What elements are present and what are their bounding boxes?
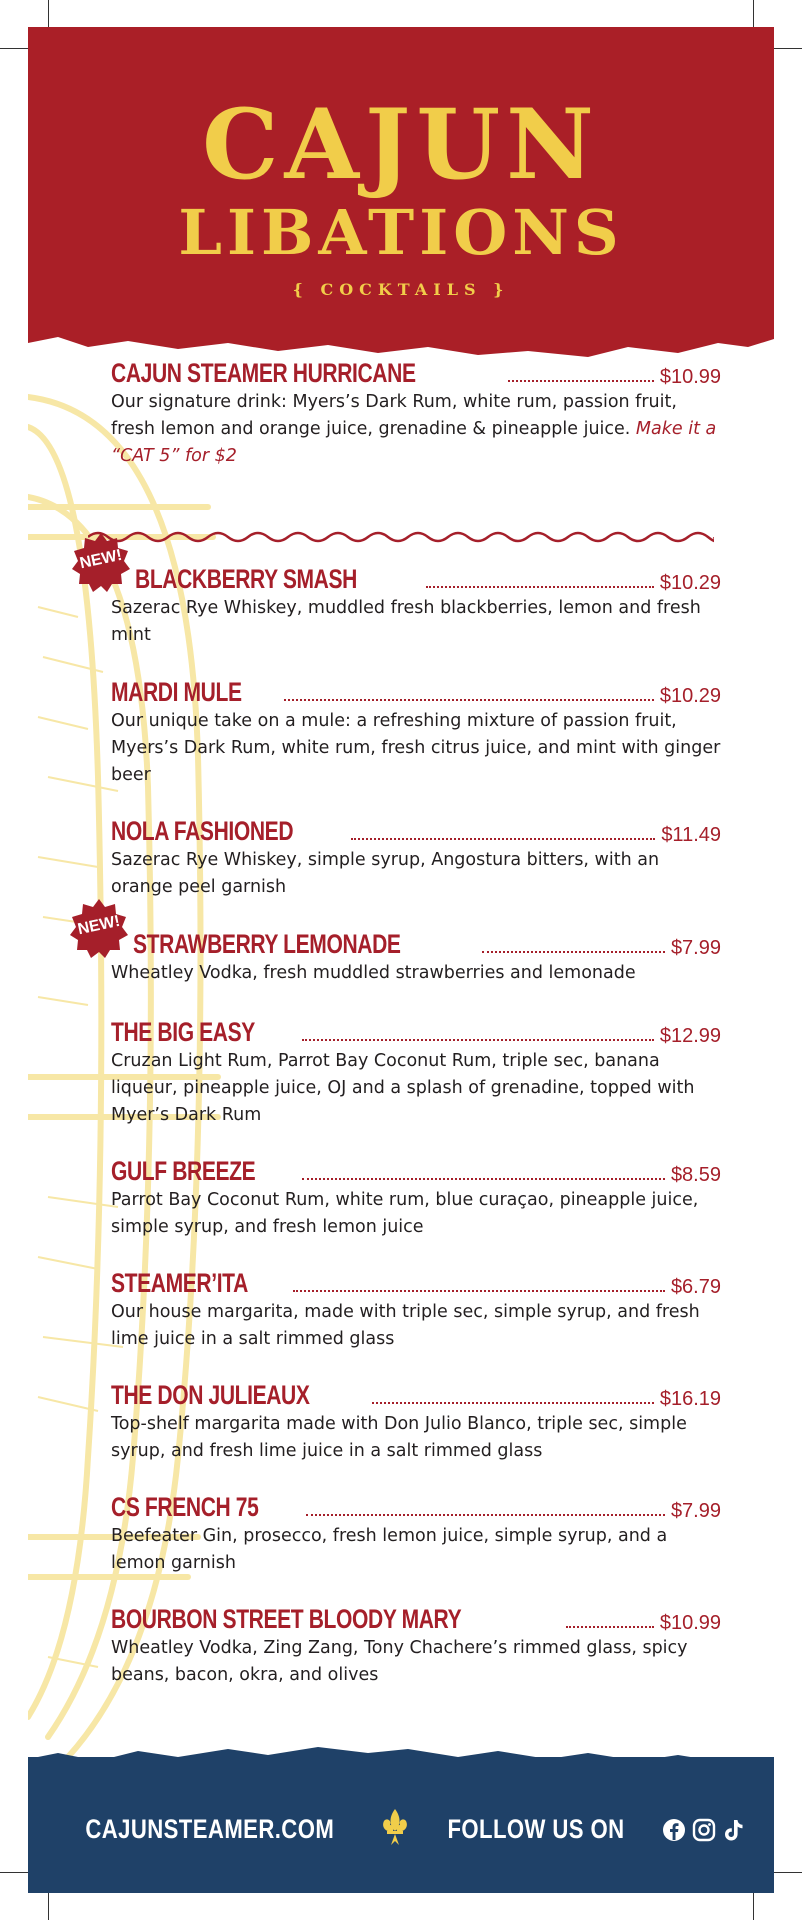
item-name: NOLA FASHIONED [111,816,294,846]
menu-item-gulf-breeze [111,1151,721,1241]
item-price: $10.99 [659,366,721,388]
item-name: BOURBON STREET BLOODY MARY [111,1604,462,1634]
leader-dots [482,950,665,953]
facebook-icon[interactable] [662,1818,686,1842]
item-price: $8.59 [670,1164,721,1186]
item-description: Parrot Bay Coconut Rum, white rum, blue curaçao, pineapple juice, simple syrup, and fresh lemon juice [111,1190,699,1237]
follow-us-label: FOLLOW US ON [447,1814,625,1844]
item-name: BLACKBERRY SMASH [135,564,357,594]
item-name: CS FRENCH 75 [111,1492,259,1522]
item-name: STRAWBERRY LEMONADE [133,929,401,959]
item-name: CAJUN STEAMER HURRICANE [111,358,416,388]
crop-mark [753,0,754,30]
crop-mark [772,48,802,49]
item-description: Wheatley Vodka, Zing Zang, Tony Chachere’s rimmed glass, spicy beans, bacon, okra, and olives [111,1638,688,1685]
item-price: $10.29 [659,572,721,594]
website-link[interactable]: CAJUNSTEAMER.COM [85,1814,335,1844]
item-description: Wheatley Vodka, fresh muddled strawberries and lemonade [111,963,636,983]
fleur-de-lis-icon [380,1807,410,1852]
item-description: Beefeater Gin, prosecco, fresh lemon juice, simple syrup, and a lemon garnish [111,1526,668,1573]
item-price: $7.99 [670,937,721,959]
footer-bar [28,1807,774,1852]
menu-item-strawberry-lemonade [111,924,721,987]
item-price: $10.29 [659,685,721,707]
item-price: $10.99 [659,1612,721,1634]
wavy-divider [88,527,714,547]
crop-mark [753,1890,754,1920]
tiktok-icon[interactable] [722,1818,744,1842]
leader-dots [426,585,654,588]
item-price: $12.99 [659,1025,721,1047]
item-description: Sazerac Rye Whiskey, muddled fresh blackberries, lemon and fresh mint [111,598,701,645]
item-description: Sazerac Rye Whiskey, simple syrup, Angostura bitters, with an orange peel garnish [111,850,660,897]
title-libations: LIBATIONS [178,196,624,269]
leader-dots [351,837,656,840]
item-price: $11.49 [661,824,721,846]
subtitle-cocktails: { COCKTAILS } [292,280,510,299]
social-icons [662,1818,744,1842]
menu-item-blackberry-smash [111,559,721,649]
item-price: $16.19 [659,1388,721,1410]
menu-item-bourbon-street-bloody-mary [111,1599,721,1689]
menu-item-cs-french-75 [111,1487,721,1577]
leader-dots [508,379,654,382]
menu-header [28,27,774,337]
item-price: $7.99 [670,1500,721,1522]
new-badge-label: NEW! [76,912,122,939]
title-cajun: CAJUN [202,88,600,201]
item-name: MARDI MULE [111,677,242,707]
instagram-icon[interactable] [692,1818,716,1842]
menu-item-nola-fashioned [111,811,721,901]
menu-item-steamerita [111,1263,721,1353]
item-price: $6.79 [670,1276,721,1298]
item-name: THE BIG EASY [111,1017,255,1047]
leader-dots [302,1177,665,1180]
crop-mark [48,0,49,30]
menu-page [28,27,774,1893]
menu-item-mardi-mule [111,672,721,789]
crop-mark [772,1872,802,1873]
leader-dots [306,1513,665,1516]
leader-dots [284,698,653,701]
cat5-upgrade: Make it a “CAT 5” for $2 [111,419,717,466]
item-description: Our unique take on a mule: a refreshing mixture of passion fruit, Myers’s Dark Rum, white rum, fresh citrus juice, and mint with ginger beer [111,711,721,785]
new-badge-label: NEW! [78,546,124,573]
menu-item-the-don-julieaux [111,1375,721,1465]
item-name: GULF BREEZE [111,1156,256,1186]
crop-mark [0,48,30,49]
item-description: Our signature drink: Myers’s Dark Rum, white rum, passion fruit, fresh lemon and orange juice, grenadine & pineapple juice. Make it a “CAT 5” for $2 [111,392,717,466]
item-name: THE DON JULIEAUX [111,1380,310,1410]
leader-dots [302,1038,654,1041]
item-name: STEAMER’ITA [111,1268,248,1298]
item-description: Cruzan Light Rum, Parrot Bay Coconut Rum, triple sec, banana liqueur, pineapple juice, OJ and a splash of grenadine, topped with Myer’s Dark Rum [111,1051,695,1125]
menu-item-cajun-steamer-hurricane [111,353,721,470]
item-description: Our house margarita, made with triple sec, simple syrup, and fresh lime juice in a salt rimmed glass [111,1302,700,1349]
leader-dots [566,1625,654,1628]
leader-dots [293,1289,665,1292]
crop-mark [0,1872,30,1873]
crop-mark [48,1890,49,1920]
menu-item-the-big-easy [111,1012,721,1129]
item-description: Top-shelf margarita made with Don Julio Blanco, triple sec, simple syrup, and fresh lime juice in a salt rimmed glass [111,1414,687,1461]
leader-dots [372,1401,654,1404]
